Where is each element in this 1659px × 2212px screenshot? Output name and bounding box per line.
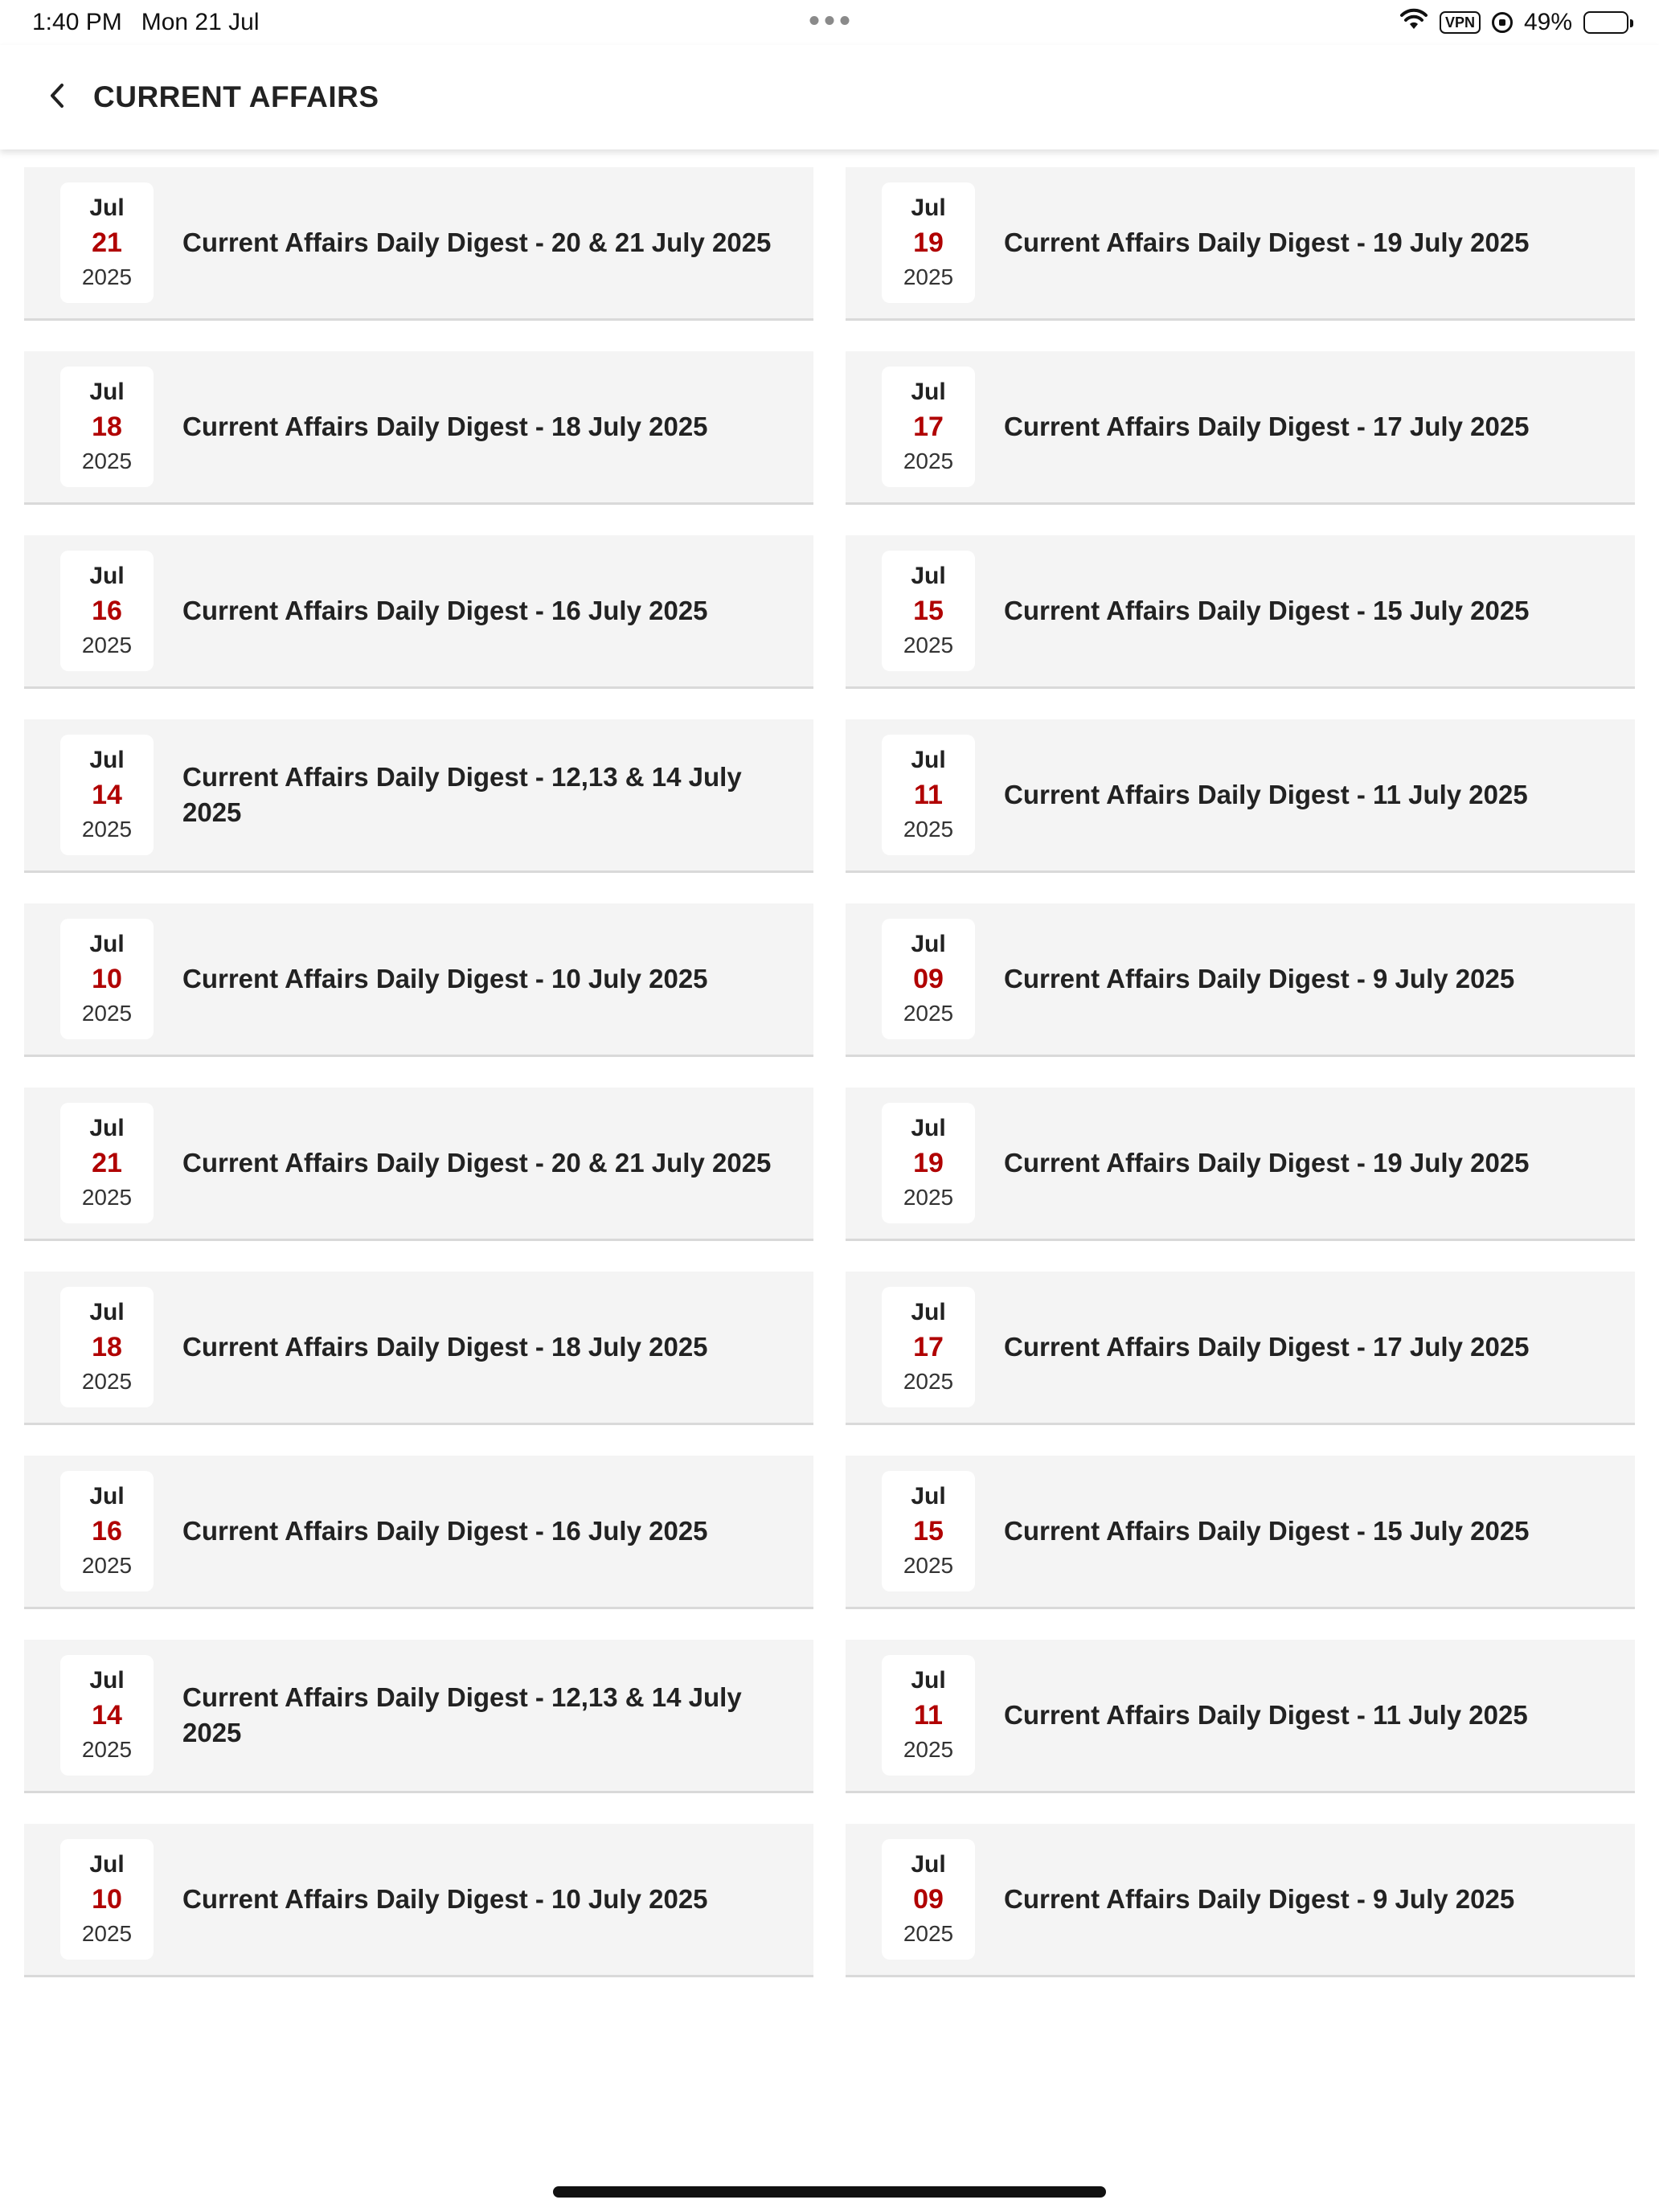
digest-card[interactable] (24, 903, 813, 1057)
date-day: 21 (92, 227, 122, 258)
digest-title: Current Affairs Daily Digest - 16 July 2025 (182, 596, 708, 625)
date-day: 15 (913, 1516, 944, 1546)
date-badge (882, 919, 975, 1039)
date-badge (882, 1655, 975, 1776)
date-month: Jul (89, 195, 125, 221)
date-day: 19 (913, 1148, 944, 1178)
date-month: Jul (89, 1851, 125, 1878)
digest-title: Current Affairs Daily Digest - 10 July 2025 (182, 1884, 708, 1914)
dot (825, 16, 834, 25)
date-month: Jul (89, 1483, 125, 1509)
date-badge (882, 367, 975, 487)
date-month: Jul (911, 195, 946, 221)
digest-card[interactable] (846, 719, 1635, 873)
digest-card[interactable] (846, 167, 1635, 321)
battery-icon (1583, 11, 1628, 34)
date-day: 18 (92, 412, 122, 442)
date-day: 16 (92, 1516, 122, 1546)
wifi-icon (1399, 8, 1428, 37)
digest-card[interactable] (846, 1088, 1635, 1241)
date-badge (60, 1287, 154, 1407)
date-year: 2025 (903, 817, 954, 842)
page-title: CURRENT AFFAIRS (93, 80, 379, 113)
digest-card[interactable] (846, 1456, 1635, 1609)
date-day: 11 (914, 780, 943, 810)
app-header (0, 45, 1659, 150)
date-month: Jul (911, 1851, 946, 1878)
date-month: Jul (89, 379, 125, 405)
digest-card[interactable] (24, 1456, 813, 1609)
status-right (1399, 8, 1628, 37)
date-year: 2025 (81, 1185, 133, 1210)
date-year: 2025 (81, 1001, 133, 1026)
date-day: 17 (913, 412, 944, 442)
date-month: Jul (911, 1115, 946, 1141)
date-day: 10 (92, 964, 122, 994)
date-month: Jul (911, 379, 946, 405)
date-month: Jul (911, 1667, 946, 1694)
date-badge (882, 1287, 975, 1407)
digest-card[interactable] (846, 1824, 1635, 1977)
date-year: 2025 (81, 1737, 133, 1762)
date-badge (882, 551, 975, 671)
date-year: 2025 (903, 1369, 954, 1394)
digest-title: Current Affairs Daily Digest - 17 July 2025 (1004, 412, 1530, 441)
digest-card[interactable] (24, 1088, 813, 1241)
date-month: Jul (89, 1299, 125, 1325)
date-day: 16 (92, 596, 122, 626)
date-month: Jul (89, 1667, 125, 1694)
date-badge (882, 182, 975, 303)
date-year: 2025 (81, 264, 133, 289)
date-month: Jul (911, 563, 946, 589)
digest-card[interactable] (846, 351, 1635, 505)
digest-title: Current Affairs Daily Digest - 9 July 2025 (1004, 964, 1515, 993)
digest-title: Current Affairs Daily Digest - 15 July 2025 (1004, 1516, 1530, 1546)
date-year: 2025 (903, 1001, 954, 1026)
date-month: Jul (89, 563, 125, 589)
date-day: 17 (913, 1332, 944, 1362)
date-year: 2025 (903, 633, 954, 657)
digest-title: Current Affairs Daily Digest - 10 July 2025 (182, 964, 708, 993)
date-day: 14 (92, 780, 122, 810)
date-badge (60, 1471, 154, 1591)
digest-card[interactable] (24, 167, 813, 321)
date-year: 2025 (81, 633, 133, 657)
date-month: Jul (911, 1483, 946, 1509)
date-year: 2025 (81, 1921, 133, 1946)
date-year: 2025 (903, 449, 954, 473)
digest-title: Current Affairs Daily Digest - 19 July 2025 (1004, 227, 1530, 257)
battery-percent: 49% (1523, 9, 1572, 35)
back-button[interactable] (34, 73, 82, 121)
date-day: 10 (92, 1884, 122, 1915)
date-badge (882, 1839, 975, 1960)
digest-card[interactable] (846, 1272, 1635, 1425)
digest-title: Current Affairs Daily Digest - 12,13 & 14 July 2025 (182, 762, 742, 827)
date-month: Jul (911, 931, 946, 957)
date-day: 14 (92, 1700, 122, 1731)
status-time: 1:40 PM (32, 9, 122, 35)
digest-list (24, 167, 1635, 1977)
date-year: 2025 (81, 1369, 133, 1394)
date-month: Jul (911, 747, 946, 773)
status-date: Mon 21 Jul (141, 9, 260, 35)
digest-title: Current Affairs Daily Digest - 9 July 2025 (1004, 1884, 1515, 1914)
digest-title: Current Affairs Daily Digest - 17 July 2025 (1004, 1332, 1530, 1362)
date-badge (882, 735, 975, 855)
date-badge (60, 735, 154, 855)
date-day: 11 (914, 1700, 943, 1731)
date-badge (60, 919, 154, 1039)
digest-card[interactable] (24, 1824, 813, 1977)
dot (841, 16, 850, 25)
date-year: 2025 (903, 1921, 954, 1946)
date-day: 09 (913, 964, 944, 994)
date-year: 2025 (81, 1553, 133, 1578)
status-left (32, 9, 259, 36)
digest-title: Current Affairs Daily Digest - 15 July 2025 (1004, 596, 1530, 625)
digest-title: Current Affairs Daily Digest - 18 July 2025 (182, 412, 708, 441)
digest-title: Current Affairs Daily Digest - 19 July 2025 (1004, 1148, 1530, 1178)
digest-title: Current Affairs Daily Digest - 16 July 2025 (182, 1516, 708, 1546)
digest-card[interactable] (24, 535, 813, 689)
date-day: 15 (913, 596, 944, 626)
date-badge (60, 1655, 154, 1776)
date-badge (60, 551, 154, 671)
date-year: 2025 (903, 1737, 954, 1762)
date-year: 2025 (903, 1553, 954, 1578)
digest-title: Current Affairs Daily Digest - 11 July 2025 (1004, 780, 1528, 809)
date-year: 2025 (81, 449, 133, 473)
digest-card[interactable] (24, 719, 813, 873)
digest-card[interactable] (846, 1640, 1635, 1793)
home-indicator[interactable] (553, 2186, 1106, 2198)
digest-title: Current Affairs Daily Digest - 12,13 & 14 July 2025 (182, 1682, 742, 1747)
date-badge (60, 367, 154, 487)
digest-title: Current Affairs Daily Digest - 20 & 21 July 2025 (182, 1148, 772, 1178)
digest-card[interactable] (24, 1640, 813, 1793)
vpn-badge: VPN (1440, 11, 1481, 34)
status-bar (0, 0, 1659, 45)
date-month: Jul (89, 747, 125, 773)
digest-card[interactable] (846, 535, 1635, 689)
date-day: 21 (92, 1148, 122, 1178)
digest-title: Current Affairs Daily Digest - 18 July 2025 (182, 1332, 708, 1362)
orientation-lock-icon (1492, 12, 1513, 33)
date-badge (60, 1839, 154, 1960)
digest-card[interactable] (846, 903, 1635, 1057)
date-day: 09 (913, 1884, 944, 1915)
date-day: 18 (92, 1332, 122, 1362)
date-day: 19 (913, 227, 944, 258)
chevron-left-icon (46, 81, 70, 114)
digest-card[interactable] (24, 351, 813, 505)
date-year: 2025 (903, 264, 954, 289)
date-badge (882, 1471, 975, 1591)
digest-title: Current Affairs Daily Digest - 11 July 2025 (1004, 1700, 1528, 1730)
date-year: 2025 (903, 1185, 954, 1210)
date-year: 2025 (81, 817, 133, 842)
dot (810, 16, 819, 25)
multitasking-dots[interactable] (810, 16, 850, 25)
date-month: Jul (89, 931, 125, 957)
digest-title: Current Affairs Daily Digest - 20 & 21 July 2025 (182, 227, 772, 257)
date-badge (60, 182, 154, 303)
date-badge (882, 1103, 975, 1223)
date-badge (60, 1103, 154, 1223)
digest-card[interactable] (24, 1272, 813, 1425)
date-month: Jul (911, 1299, 946, 1325)
date-month: Jul (89, 1115, 125, 1141)
